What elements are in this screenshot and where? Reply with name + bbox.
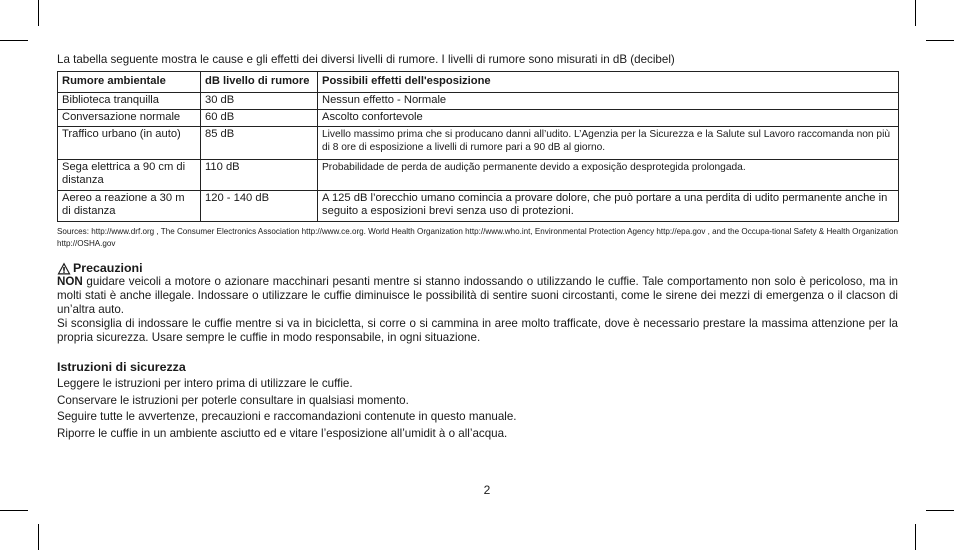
table-cell: Ascolto confortevole — [318, 110, 899, 127]
list-item: Riporre le cuffie in un ambiente asciutto ed e vitare l’esposizione all’umidit à o all’acqua. — [57, 426, 508, 440]
table-header: Rumore ambientale — [58, 72, 201, 93]
noise-level-table — [57, 71, 899, 222]
table-cell: Traffico urbano (in auto) — [58, 127, 201, 160]
table-cell: Biblioteca tranquilla — [58, 93, 201, 110]
table-cell: A 125 dB l’orecchio umano comincia a provare dolore, che può portare a una perdita di udito permanente anche in seguito a esposizioni brevi senza uso di protezioni. — [318, 191, 899, 222]
crop-mark — [0, 40, 28, 41]
table-cell: 120 - 140 dB — [201, 191, 318, 222]
table-row — [58, 191, 899, 222]
table-cell: Livello massimo prima che si producano danni all’udito. L’Agenzia per la Sicurezza e la Salute sul Lavoro raccomanda non più di 8 ore di esposizione a livelli di rumore pari a 90 dB al giorno. — [318, 127, 899, 160]
table-row — [58, 110, 899, 127]
table-row — [58, 93, 899, 110]
list-item: Leggere le istruzioni per intero prima di utilizzare le cuffie. — [57, 377, 353, 390]
table-header-row — [58, 72, 899, 93]
page-number: 2 — [483, 483, 491, 497]
emphasis-not: NON — [57, 275, 83, 288]
table-row — [58, 160, 899, 191]
list-item: Seguire tutte le avvertenze, precauzioni e raccomandazioni contenute in questo manuale. — [57, 410, 517, 423]
table-cell: Sega elettrica a 90 cm di distanza — [58, 160, 201, 191]
table-cell: Aereo a reazione a 30 m di distanza — [58, 191, 201, 222]
intro-text: La tabella seguente mostra le cause e gli effetti dei diversi livelli di rumore. I livelli di rumore sono misurati in dB (decibel) — [57, 53, 675, 66]
crop-mark — [38, 0, 39, 26]
precautions-paragraph — [57, 275, 898, 317]
crop-mark — [915, 0, 916, 26]
table-cell: Probabilidade de perda de audição permanente devido a exposição desprotegida prolongada. — [318, 160, 899, 191]
safety-heading: Istruzioni di sicurezza — [57, 360, 186, 374]
crop-mark — [38, 524, 39, 550]
sources-note: Sources: http://www.drf.org , The Consumer Electronics Association http://www.ce.org. World Health Organization http://www.who.int, Environmental Protection Agency http://epa.gov , and the Occupa-tional Safety & Health Organization http://OSHA.gov — [57, 227, 898, 248]
table-cell: 85 dB — [201, 127, 318, 160]
table-cell: 30 dB — [201, 93, 318, 110]
crop-mark — [915, 524, 916, 550]
precautions-heading — [57, 261, 898, 275]
precautions-text: guidare veicoli a motore o azionare macchinari pesanti mentre si stanno indossando o utilizzando le cuffie. Tale comportamento non solo è pericoloso, ma in molti stati è anche illegale. Indossare o utilizzare le cuffie diminuisce le possibilità di sentire suoni circostanti, come le sirene dei mezzi di emergenza o il clacson di un’altra auto. — [57, 275, 898, 316]
precautions-title: Precauzioni — [73, 261, 143, 275]
table-header: Possibili effetti dell'esposizione — [318, 72, 899, 93]
precautions-paragraph-2: Si sconsiglia di indossare le cuffie mentre si va in bicicletta, si corre o si cammina in aree molto trafficate, dove è necessario prestare la massima attenzione per la propria sicurezza. Usare sempre le cuffie in modo responsabile, in ogni situazione. — [57, 317, 898, 344]
warning-triangle-icon — [57, 262, 71, 275]
crop-mark — [926, 40, 954, 41]
table-cell: 60 dB — [201, 110, 318, 127]
crop-mark — [926, 510, 954, 511]
table-header: dB livello di rumore — [201, 72, 318, 93]
list-item: Conservare le istruzioni per poterle consultare in qualsiasi momento. — [57, 393, 409, 407]
safety-list — [57, 376, 898, 442]
table-cell: Nessun effetto - Normale — [318, 93, 899, 110]
table-row — [58, 127, 899, 160]
table-cell: Conversazione normale — [58, 110, 201, 127]
table-cell: 110 dB — [201, 160, 318, 191]
page-content — [57, 52, 898, 442]
crop-mark — [0, 510, 28, 511]
